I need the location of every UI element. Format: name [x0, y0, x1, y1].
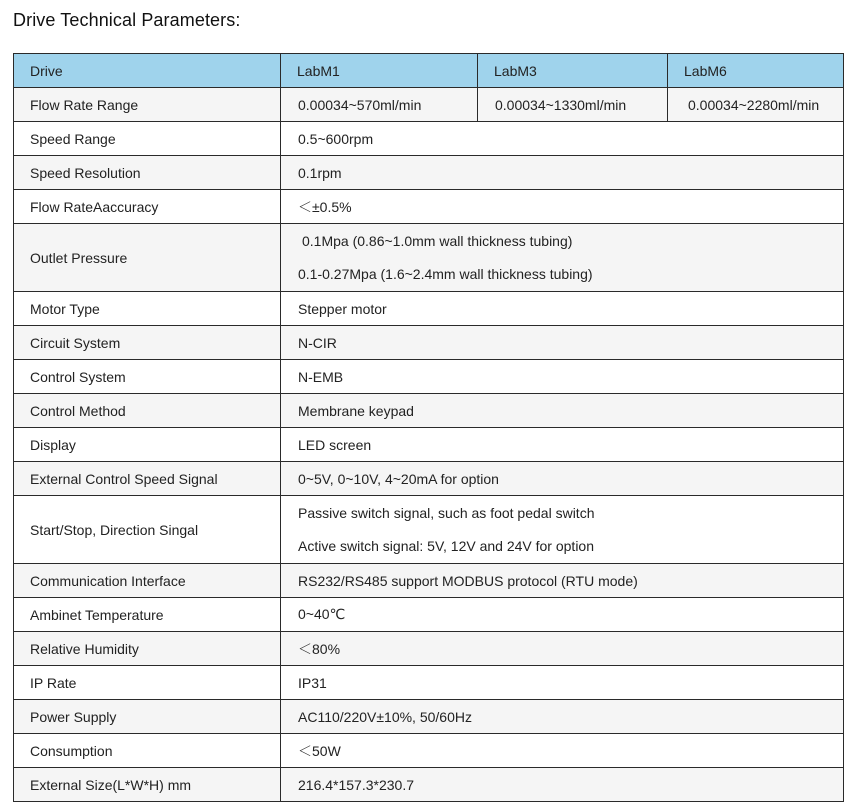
table-row — [14, 666, 844, 700]
row-value: Membrane keypad — [281, 394, 844, 428]
row-label: Display — [14, 428, 281, 462]
row-label: Outlet Pressure — [14, 224, 281, 292]
row-label: Control Method — [14, 394, 281, 428]
row-value-multiline — [281, 224, 844, 292]
row-value: 0~5V, 0~10V, 4~20mA for option — [281, 462, 844, 496]
row-label: Ambinet Temperature — [14, 598, 281, 632]
row-value: 0~40℃ — [281, 598, 844, 632]
flow-rate-labm3: 0.00034~1330ml/min — [478, 88, 668, 122]
outlet-pressure-line-1: 0.1Mpa (0.86~1.0mm wall thickness tubing) — [302, 232, 573, 249]
table-row — [14, 292, 844, 326]
row-value: IP31 — [281, 666, 844, 700]
row-value: RS232/RS485 support MODBUS protocol (RTU mode) — [281, 564, 844, 598]
row-label: Power Supply — [14, 700, 281, 734]
row-label: Relative Humidity — [14, 632, 281, 666]
row-label: Motor Type — [14, 292, 281, 326]
flow-rate-labm6: 0.00034~2280ml/min — [668, 88, 844, 122]
row-value: Stepper motor — [281, 292, 844, 326]
row-label: Speed Resolution — [14, 156, 281, 190]
row-label: Consumption — [14, 734, 281, 768]
table-row — [14, 632, 844, 666]
table-row — [14, 156, 844, 190]
row-value: AC110/220V±10%, 50/60Hz — [281, 700, 844, 734]
table-row-start-stop — [14, 496, 844, 564]
table-row — [14, 122, 844, 156]
row-value: N-CIR — [281, 326, 844, 360]
row-label: External Size(L*W*H) mm — [14, 768, 281, 802]
table-row — [14, 700, 844, 734]
table-row — [14, 394, 844, 428]
table-row — [14, 190, 844, 224]
row-value: 216.4*157.3*230.7 — [281, 768, 844, 802]
table-row — [14, 360, 844, 394]
table-header-row — [14, 54, 844, 88]
row-value: ＜50W — [281, 734, 844, 768]
row-label: Circuit System — [14, 326, 281, 360]
start-stop-line-2: Active switch signal: 5V, 12V and 24V for option — [298, 537, 594, 554]
header-labm3: LabM3 — [478, 54, 668, 88]
drive-parameters-table — [13, 53, 844, 802]
header-labm6: LabM6 — [668, 54, 844, 88]
row-label: Flow RateAaccuracy — [14, 190, 281, 224]
row-label: Flow Rate Range — [14, 88, 281, 122]
flow-rate-labm1: 0.00034~570ml/min — [281, 88, 478, 122]
table-row — [14, 598, 844, 632]
row-label: Control System — [14, 360, 281, 394]
row-label: External Control Speed Signal — [14, 462, 281, 496]
table-row — [14, 734, 844, 768]
row-value: 0.5~600rpm — [281, 122, 844, 156]
page-title: Drive Technical Parameters: — [13, 10, 241, 30]
header-drive: Drive — [14, 54, 281, 88]
outlet-pressure-line-2: 0.1-0.27Mpa (1.6~2.4mm wall thickness tubing) — [298, 265, 593, 282]
table-row — [14, 768, 844, 802]
row-value: N-EMB — [281, 360, 844, 394]
row-value: LED screen — [281, 428, 844, 462]
header-labm1: LabM1 — [281, 54, 478, 88]
row-value: 0.1rpm — [281, 156, 844, 190]
start-stop-line-1: Passive switch signal, such as foot pedal switch — [298, 504, 595, 521]
table-row — [14, 462, 844, 496]
row-label: Communication Interface — [14, 564, 281, 598]
row-value: ＜80% — [281, 632, 844, 666]
row-label: IP Rate — [14, 666, 281, 700]
row-value: ＜±0.5% — [281, 190, 844, 224]
table-row-flow-rate-range — [14, 88, 844, 122]
row-label: Start/Stop, Direction Singal — [14, 496, 281, 564]
table-row — [14, 564, 844, 598]
table-row — [14, 326, 844, 360]
row-label: Speed Range — [14, 122, 281, 156]
table-row-outlet-pressure — [14, 224, 844, 292]
row-value-multiline — [281, 496, 844, 564]
table-row — [14, 428, 844, 462]
